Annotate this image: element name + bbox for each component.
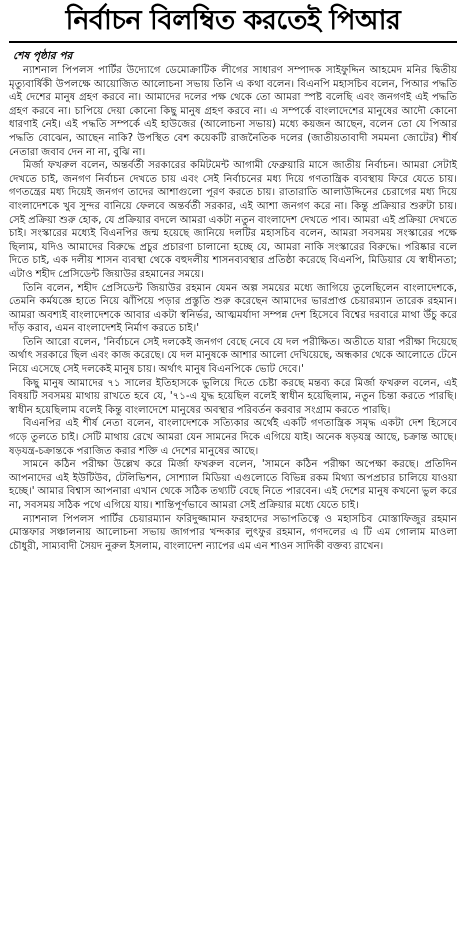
headline: নির্বাচন বিলম্বিত করতেই পিআর	[9, 4, 457, 43]
paragraph: মির্জা ফখরুল বলেন, অন্তর্বর্তী সরকারের কমিটমেন্ট আগামী ফেব্রুয়ারি মাসে জাতীয় নির্বাচন। আমরা সেটাই দেখতে চাই, জনগণ নির্বাচন দেখতে চায় এবং সেই নির্বাচনের মধ্য দিয়ে গণতান্ত্রিক ব্যবস্থায় ফিরে যেতে চায়। গণতন্ত্রের মধ্য দিয়েই জনগণ তাদের আশাগুলো পূরণ করতে চায়। রাতারাতি আলাউদ্দিনের চেরাগের মধ্য দিয়ে বাংলাদেশকে খুব সুন্দর বানিয়ে ফেলবে অন্তর্বর্তী সরকার, এই আশা জনগণ করে না। কিন্তু প্রক্রিয়ার শুরুটা চায়। সেই প্রক্রিয়া শুরু হোক, যে প্রক্রিয়ার বদলে আমরা একটা নতুন বাংলাদেশ দেখতে পাব। আমরা এই প্রক্রিয়া দেখতে চাই। সংস্কারের মধ্যেই বিএনপির জন্ম হয়েছে জানিয়ে দলটির মহাসচিব বলেন, আমরা সবসময় সংস্কারের পক্ষে ছিলাম, যদিও আমাদের বিরুদ্ধে প্রচুর প্রচারণা চালানো হচ্ছে যে, আমরা নাকি সংস্কারের বিরুদ্ধে। পরিষ্কার বলে দিতে চাই, এক দলীয় শাসন ব্যবস্থা থেকে বহুদলীয় শাসনব্যবস্থার প্রতিষ্ঠা করেছে বিএনপি, মিডিয়ার যে স্বাধীনতা; এটাও শহীদ প্রেসিডেন্ট জিয়াউর রহমানের সময়ে।	[9, 160, 457, 280]
paragraph: ন্যাশনাল পিপলস পার্টির চেয়ারম্যান ফরিদুজ্জামান ফরহাদের সভাপতিত্বে ও মহাসচিব মোস্তাফিজুর রহমান মোস্তফার সঞ্চালনায় আলোচনা সভায় জাগপার খন্দকার লুৎফুর রহমান, গণদলের এ টি এম গোলাম মাওলা চৌধুরী, সাম্যবাদী সৈয়দ নুরুল ইসলাম, বাংলাদেশ ন্যাপের এম এন শাওন সাদিকী বক্তব্য রাখেন।	[9, 513, 457, 552]
paragraph: তিনি বলেন, শহীদ প্রেসিডেন্ট জিয়াউর রহমান যেমন অল্প সময়ের মধ্যে জাগিয়ে তুলেছিলেন বাংলাদেশকে, তেমনি কর্মযজ্ঞে হাতে নিয়ে ঝাঁপিয়ে পড়ার প্রস্তুতি শুরু করেছেন আমাদের ভারপ্রাপ্ত চেয়ারম্যান তারেক রহমান। আমরা অবশ্যই বাংলাদেশকে আবার একটা স্বনির্ভর, আত্মমর্যাদা সম্পন্ন দেশ হিসেবে বিশ্বের দরবারে মাথা উঁচু করে দাঁড় করাব, এমন বাংলাদেশই নির্মাণ করতে চাই।'	[9, 282, 457, 335]
paragraph: সামনে কঠিন পরীক্ষা উল্লেখ করে মির্জা ফখরুল বলেন, 'সামনে কঠিন পরীক্ষা অপেক্ষা করছে। প্রতিদিন আপনাদের এই ইউটিউব, টেলিভিশন, সোশ্যাল মিডিয়া এগুলোতে বিভিন্ন রকম মিথ্যা অপপ্রচার চালিয়ে যাওয়া হচ্ছে।' আমার বিশ্বাস আপনারা এখান থেকে সঠিক তথ্যটি বেছে নিতে পারবেন। এই দেশের মানুষ কখনো ভুল করে না, সবসময় সঠিক পথে এগিয়ে যায়। শান্তিপূর্ণভাবে আমরা সেই প্রক্রিয়ার মধ্যে যেতে চাই।	[9, 459, 457, 511]
paragraph: তিনি আরো বলেন, 'নির্বাচনে সেই দলকেই জনগণ বেছে নেবে যে দল পরীক্ষিত। অতীতে যারা পরীক্ষা দিয়েছে অর্থাৎ সরকারে ছিল এবং কাজ করেছে। যে দল মানুষকে আশার আলো দেখিয়েছে, অন্ধকার থেকে আলোতে টেনে নিয়ে এসেছে সেই দলকেই মানুষ চায়। অর্থাৎ মানুষ বিএনপিকে ভোট দেবে।'	[9, 336, 457, 376]
paragraph: ন্যাশনাল পিপলস পার্টির উদ্যোগে ডেমোক্রাটিক লীগের সাধারণ সম্পাদক সাইফুদ্দিন আহমেদ মনির দ্বিতীয় মৃত্যুবার্ষিকী উপলক্ষে আয়োজিত আলোচনা সভায় তিনি এ কথা বলেন। বিএনপি মহাসচিব বলেন, পিআর পদ্ধতি এই দেশের মানুষ গ্রহণ করবে না। আমাদের দলের পক্ষ থেকে তো আমরা স্পষ্ট বলেছি এবং জনগণই এই পদ্ধতি গ্রহণ করবে না। চাপিয়ে দেয়া কোনো কিছু মানুষ গ্রহণ করবে না। এ সম্পর্কে বাংলাদেশের মানুষের আদৌ কোনো ধারণাই নেই। এই পদ্ধতি সম্পর্কে এই হাউজের (আলোচনা সভায়) মধ্যে কয়জন আছেন, বলেন তো যে পিআর পদ্ধতি বোঝেন, আছেন নাকি? উপস্থিত বেশ কয়েকটি রাজনৈতিক দলের (জাতীয়তাবাদী সমমনা জোটের) শীর্ষ নেতারা জবাব দেন না না, বুঝি না।	[9, 65, 457, 158]
paragraph: কিছু মানুষ আমাদের ৭১ সালের ইতিহাসকে ভুলিয়ে দিতে চেষ্টা করছে মন্তব্য করে মির্জা ফখরুল বলেন, এই বিষয়টি সবসময় মাথায় রাখতে হবে যে, '৭১-এ যুদ্ধ হয়েছিল বলেই স্বাধীন হয়েছিলাম, নতুন চিন্তা করতে পারছি। স্বাধীন হয়েছিলাম বলেই কিন্তু বাংলাদেশে মানুষের অবস্থার পরিবর্তন করবার সংগ্রাম করতে পারছি।	[9, 377, 457, 416]
continued-from-label: শেষ পৃষ্ঠার পর	[13, 50, 73, 62]
paragraph: বিএনপির এই শীর্ষ নেতা বলেন, বাংলাদেশকে সত্যিকার অর্থেই একটি গণতান্ত্রিক সমৃদ্ধ একটা দেশ হিসেবে গড়ে তুলতে চাই। সেটি মাথায় রেখে আমরা যেন সামনের দিকে এগিয়ে যাই। অনেক ষড়যন্ত্র আছে, চক্রান্ত আছে। ষড়যন্ত্র-চক্রান্তকে পরাজিত করার শক্তি এ দেশের মানুষের আছে।	[9, 418, 457, 457]
article-body	[9, 64, 457, 553]
